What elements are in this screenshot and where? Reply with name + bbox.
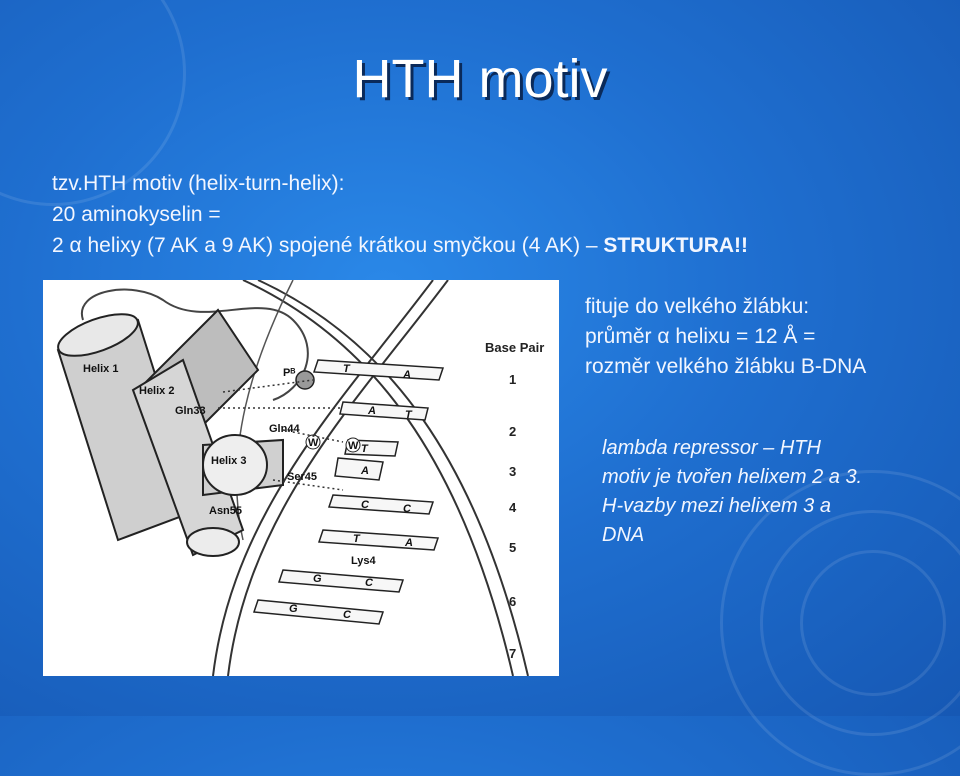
base-letter: C <box>403 503 411 515</box>
base-letter: G <box>289 603 298 615</box>
intro-line-2: 20 aminokyselin = <box>52 203 221 226</box>
intro-text <box>52 168 748 261</box>
base-pair-number: 6 <box>509 594 517 609</box>
struktura-emphasis: STRUKTURA!! <box>603 234 749 257</box>
lambda-line-4: DNA <box>602 524 645 546</box>
groove-prefix: průměr <box>585 325 658 348</box>
groove-suffix: helixu = 12 Å = <box>669 325 816 348</box>
base-letter: A <box>403 369 411 381</box>
background-ripple <box>800 550 946 696</box>
water-label: W <box>348 440 359 452</box>
asn55-label: Asn55 <box>209 505 243 517</box>
alpha-symbol: α <box>657 325 670 348</box>
base-pair-number: 4 <box>509 500 517 515</box>
base-letter: G <box>313 573 322 585</box>
pb-label: Pᴮ <box>283 367 296 379</box>
lys4-label: Lys4 <box>351 555 376 567</box>
base-pair-number: 1 <box>509 372 517 387</box>
base-letter: A <box>405 537 413 549</box>
base-letter: T <box>405 409 412 421</box>
base-letter: T <box>361 443 368 455</box>
intro-prefix: 2 <box>52 234 70 257</box>
helix3-label: Helix 3 <box>211 455 247 467</box>
intro-line-3 <box>52 230 748 261</box>
base-letter: C <box>365 577 373 589</box>
hth-structure-figure <box>43 280 559 676</box>
helix2-label: Helix 2 <box>139 385 175 397</box>
helix1-label: Helix 1 <box>83 363 119 375</box>
base-pair-number: 7 <box>509 646 517 661</box>
base-letter: T <box>343 363 350 375</box>
base-letter: C <box>361 499 369 511</box>
intro-line-1: tzv.HTH motiv (helix-turn-helix): <box>52 172 345 195</box>
base-pair-number: 2 <box>509 424 517 439</box>
base-letter: T <box>353 533 360 545</box>
base-pair-header: Base Pair <box>485 340 545 355</box>
base-letter: A <box>361 465 369 477</box>
water-label: W <box>308 437 319 449</box>
base-letter: A <box>368 405 376 417</box>
base-pair-number: 5 <box>509 540 517 555</box>
lambda-line-3: H-vazby mezi helixem 3 a <box>602 495 831 517</box>
groove-line-2 <box>585 322 866 352</box>
slide-title: HTH motiv <box>352 49 608 109</box>
base-pair-number: 3 <box>509 464 517 479</box>
intro-text-body: helixy (7 AK a 9 AK) spojené krátkou smyčkou (4 AK) – <box>81 234 604 257</box>
groove-description <box>585 292 866 382</box>
lambda-description <box>602 434 942 550</box>
gln44-label: Gln44 <box>269 423 300 435</box>
base-letter: C <box>343 609 351 621</box>
hth-diagram <box>43 280 559 676</box>
gln33-label: Gln33 <box>175 405 206 417</box>
lambda-line-2: motiv je tvořen helixem 2 a 3. <box>602 466 863 488</box>
groove-line-1: fituje do velkého žlábku: <box>585 295 810 318</box>
groove-line-3: rozměr velkého žlábku B-DNA <box>585 355 867 378</box>
ser45-label: Ser45 <box>287 471 317 483</box>
lambda-line-1: lambda repressor – HTH <box>602 437 821 459</box>
alpha-symbol: α <box>69 234 82 257</box>
